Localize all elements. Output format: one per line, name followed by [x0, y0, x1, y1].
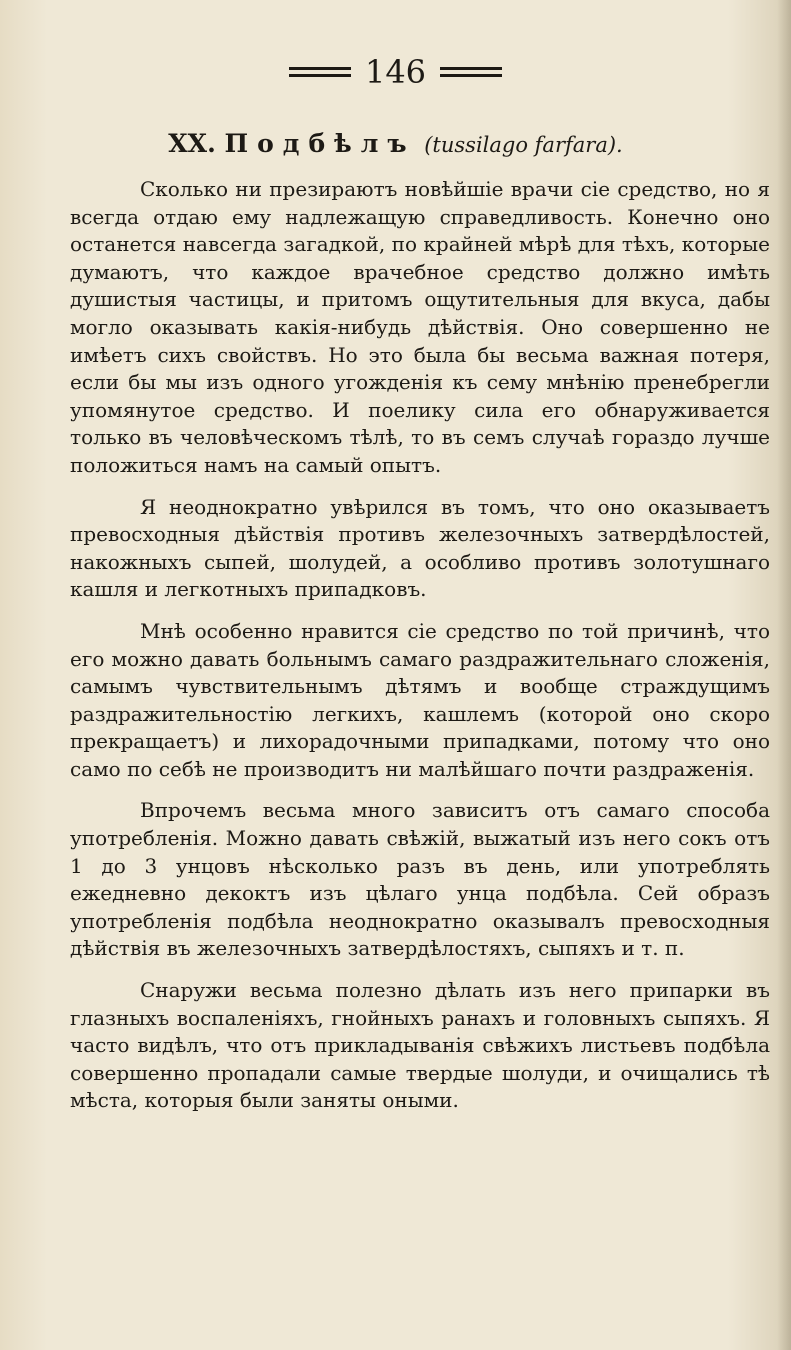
paragraph-5: Снаружи весьма полезно дѣлать изъ него припарки въ глазныхъ воспаленіяхъ, гнойныхъ ранахъ и головныхъ сыпяхъ. Я часто видѣлъ, что отъ прикладыванія свѣжихъ листьевъ подбѣла совершенно пропадали самые твердые шолуди, и очищались тѣ мѣста, которыя были заняты оными. — [70, 978, 770, 1113]
section-number: XX. — [168, 129, 216, 158]
section-heading: Подбѣлъ — [224, 129, 416, 158]
paragraph-4: Впрочемъ весьма много зависитъ отъ самаго способа употребленія. Можно давать свѣжій, выжатый изъ него сокъ отъ 1 до 3 унцовъ нѣсколько разъ въ день, или употреблять ежедневно декоктъ изъ цѣлаго унца подбѣла. Сей образъ употребленія подбѣла неоднократно оказывалъ превосходныя дѣйствія въ железочныхъ затвердѣлостяхъ, сыпяхъ и т. п. — [70, 798, 770, 961]
header-rule-right — [440, 67, 502, 77]
header-rule-left — [289, 67, 351, 77]
paragraph-2: Я неоднократно увѣрился въ томъ, что оно оказываетъ превосходныя дѣйствія противъ железочныхъ затвердѣлостей, накожныхъ сыпей, шолудей, а особливо противъ золотушнаго кашля и легкотныхъ припадковъ. — [70, 494, 770, 602]
body-text — [70, 176, 770, 1129]
page-number: 146 — [364, 53, 427, 91]
section-title — [0, 128, 791, 161]
page-edge-shadow — [777, 0, 791, 1350]
paragraph-1: Сколько ни презираютъ новѣйшіе врачи сіе средство, но я всегда отдаю ему надлежащую справедливость. Конечно оно останется навсегда загадкой, по крайней мѣрѣ для тѣхъ, которые думаютъ, что каждое врачебное средство должно имѣть душистыя частицы, и притомъ ощутительныя для вкуса, дабы могло оказывать какія-нибудь дѣйствія. Оно совершенно не имѣетъ сихъ свойствъ. Но это была бы весьма важная потеря, если бы мы изъ одного угожденія къ сему мнѣнію пренебрегли упомянутое средство. И поелику сила его обнаруживается только въ человѣческомъ тѣлѣ, то въ семъ случаѣ гораздо лучше положиться намъ на самый опытъ. — [70, 177, 770, 477]
page-header — [0, 52, 791, 92]
latin-name: (tussilago farfara). — [424, 133, 623, 157]
paragraph-3: Мнѣ особенно нравится сіе средство по той причинѣ, что его можно давать больнымъ самаго раздражительнаго сложенія, самымъ чувствительнымъ дѣтямъ и вообще страждущимъ раздражительностію легкихъ, кашлемъ (которой оно скоро прекращаетъ) и лихорадочными припадками, потому что оно само по себѣ не производитъ ни малѣйшаго почти раздраженія. — [70, 618, 770, 781]
